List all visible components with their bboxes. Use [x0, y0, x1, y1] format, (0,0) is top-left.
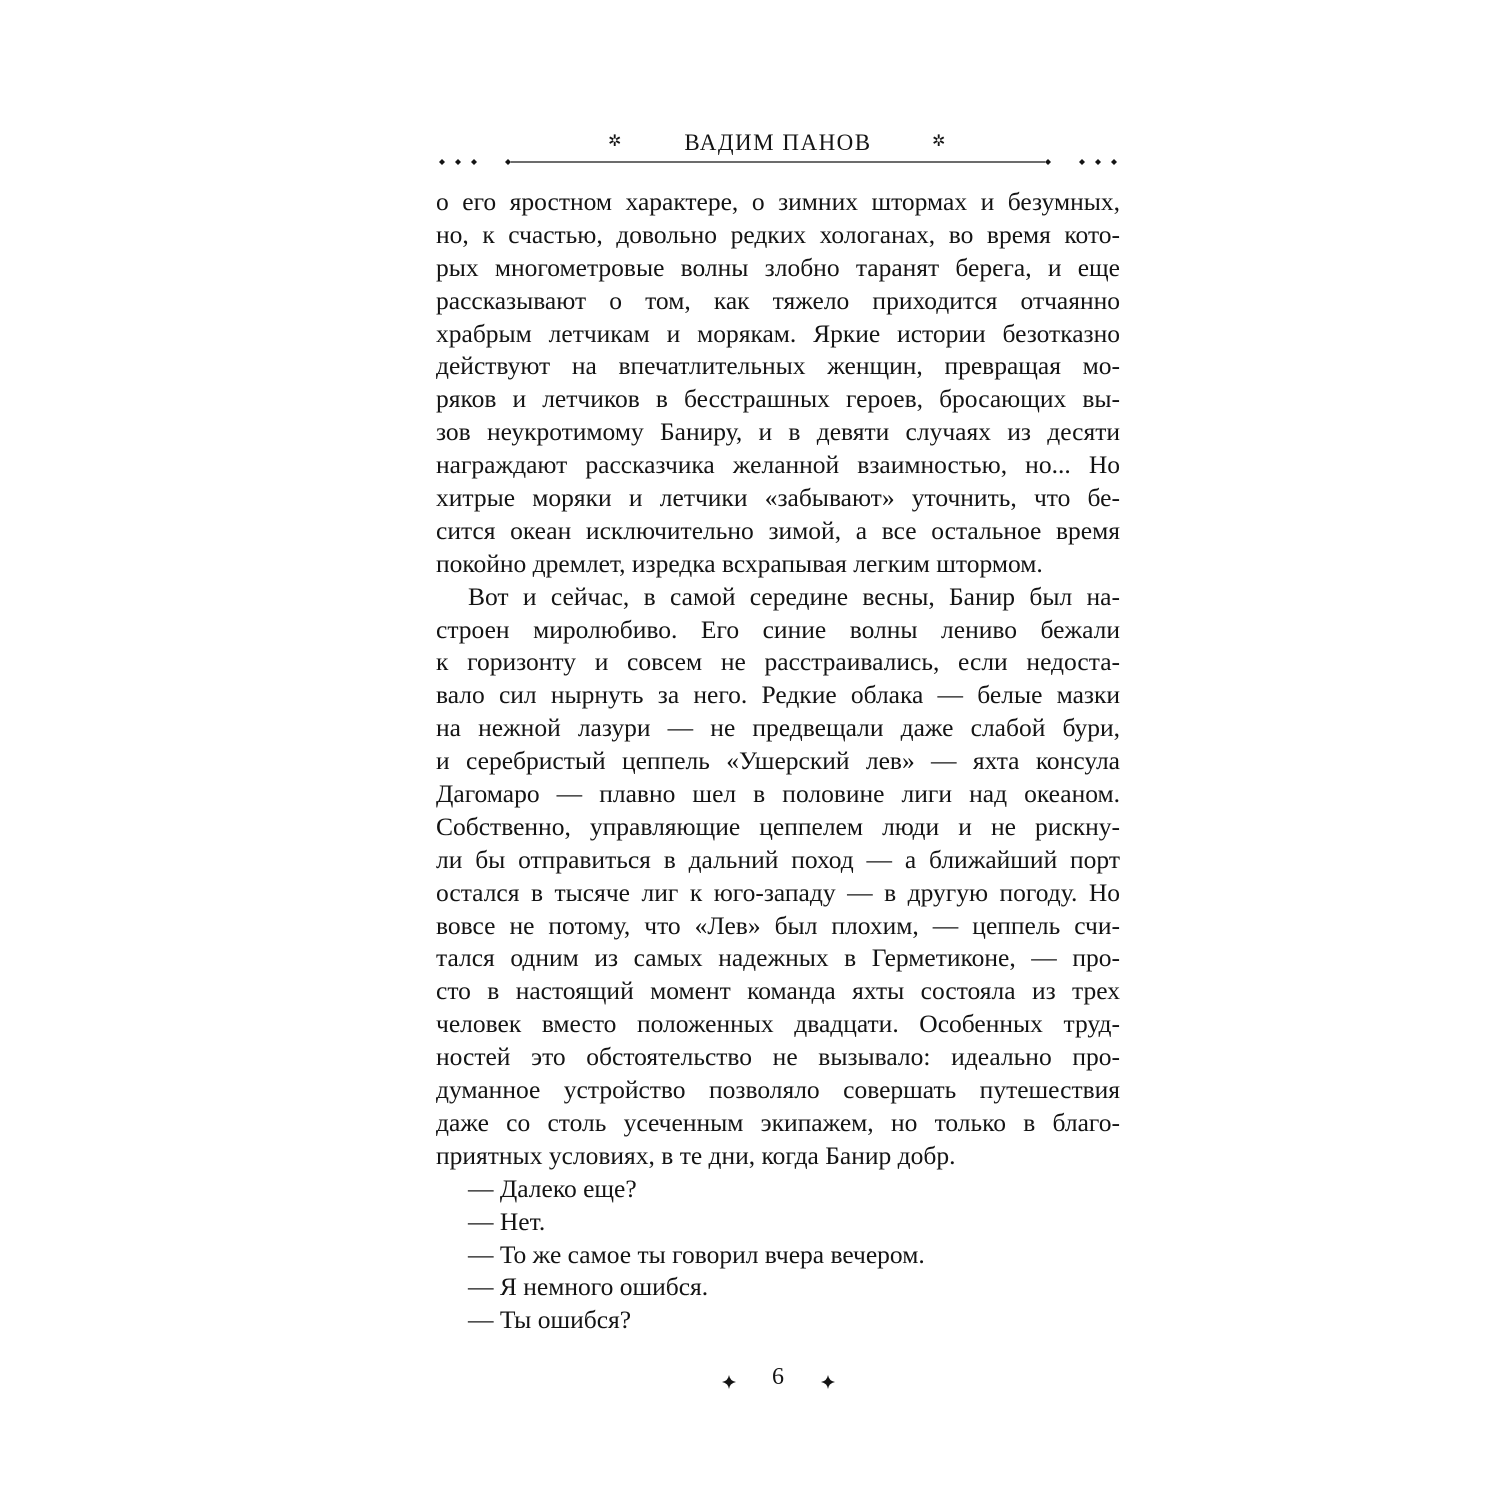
text-line: ностей это обстоятельство не вызывало: идеально про- — [436, 1042, 1120, 1072]
ornament-icon: ✲ — [608, 133, 622, 150]
diamond-ornament-icon — [820, 1374, 836, 1390]
text-line: рассказывают о том, как тяжело приходится отчаянно — [436, 285, 1120, 315]
running-header-title: ВАДИМ ПАНОВ — [684, 130, 872, 155]
page-number: 6 — [772, 1364, 784, 1390]
text-line: человек вместо положенных двадцати. Особенных труд- — [436, 1009, 1120, 1039]
text-line: — Нет. — [468, 1206, 546, 1236]
text-line: покойно дремлет, изредка всхрапывая легким штормом. — [436, 548, 1043, 578]
text-line: вовсе не потому, что «Лев» был плохим, — цеппель счи- — [436, 910, 1120, 940]
text-line: сто в настоящий момент команда яхты состояла из трех — [436, 976, 1120, 1006]
text-line: хитрые моряки и летчики «забывают» уточнить, что бе- — [436, 483, 1120, 513]
text-line: о его яростном характере, о зимних штормах и безумных, — [436, 187, 1120, 216]
text-line: награждают рассказчика желанной взаимностью, но... Но — [436, 450, 1120, 480]
text-line: — Я немного ошибся. — [468, 1272, 709, 1302]
text-line: ряков и летчиков в бесстрашных героев, бросающих вы- — [436, 384, 1120, 414]
text-line: вало сил нырнуть за него. Редкие облака — белые мазки — [436, 680, 1120, 710]
text-line: сится океан исключительно зимой, а все остальное время — [436, 515, 1120, 545]
text-line: к горизонту и совсем не расстраивались, если недоста- — [436, 647, 1120, 677]
text-line: Собственно, управляющие цеппелем люди и не рискну- — [436, 811, 1120, 841]
text-line: но, к счастью, довольно редких хологанах, во время кото- — [436, 219, 1120, 249]
text-line: — Ты ошибся? — [468, 1305, 632, 1335]
text-line: и серебристый цеппель «Ушерский лев» — яхта консула — [436, 746, 1120, 776]
text-line: — То же самое ты говорил вчера вечером. — [468, 1239, 925, 1269]
text-line: зов неукротимому Баниру, и в девяти случаях из десяти — [436, 417, 1120, 447]
text-line: ли бы отправиться в дальний поход — а ближайший порт — [436, 844, 1120, 874]
running-header — [436, 128, 1120, 168]
ornament-icon: ✲ — [932, 133, 946, 150]
text-line: остался в тысяче лиг к юго-западу — в другую погоду. Но — [436, 877, 1120, 907]
page-footer — [436, 1362, 1120, 1398]
text-line: Дагомаро — плавно шел в половине лиги над океаном. — [436, 779, 1120, 809]
text-line: думанное устройство позволяло совершать путешествия — [436, 1075, 1120, 1105]
text-line: тался одним из самых надежных в Герметиконе, — про- — [436, 943, 1120, 973]
text-line: приятных условиях, в те дни, когда Банир добр. — [436, 1140, 956, 1170]
text-line: Вот и сейчас, в самой середине весны, Банир был на- — [468, 581, 1120, 611]
text-line: строен миролюбиво. Его синие волны лениво бежали — [436, 614, 1120, 644]
text-line: на нежной лазури — не предвещали даже слабой бури, — [436, 713, 1120, 743]
body-text — [436, 186, 1120, 1337]
text-line: действуют на впечатлительных женщин, превращая мо- — [436, 351, 1120, 381]
text-line: — Далеко еще? — [468, 1173, 637, 1203]
text-line: храбрым летчикам и морякам. Яркие истории безотказно — [436, 318, 1120, 348]
decorative-rule — [436, 156, 1120, 168]
text-line: даже со столь усеченным экипажем, но только в благо- — [436, 1107, 1120, 1137]
text-line: рых многометровые волны злобно таранят берега, и еще — [436, 252, 1120, 282]
